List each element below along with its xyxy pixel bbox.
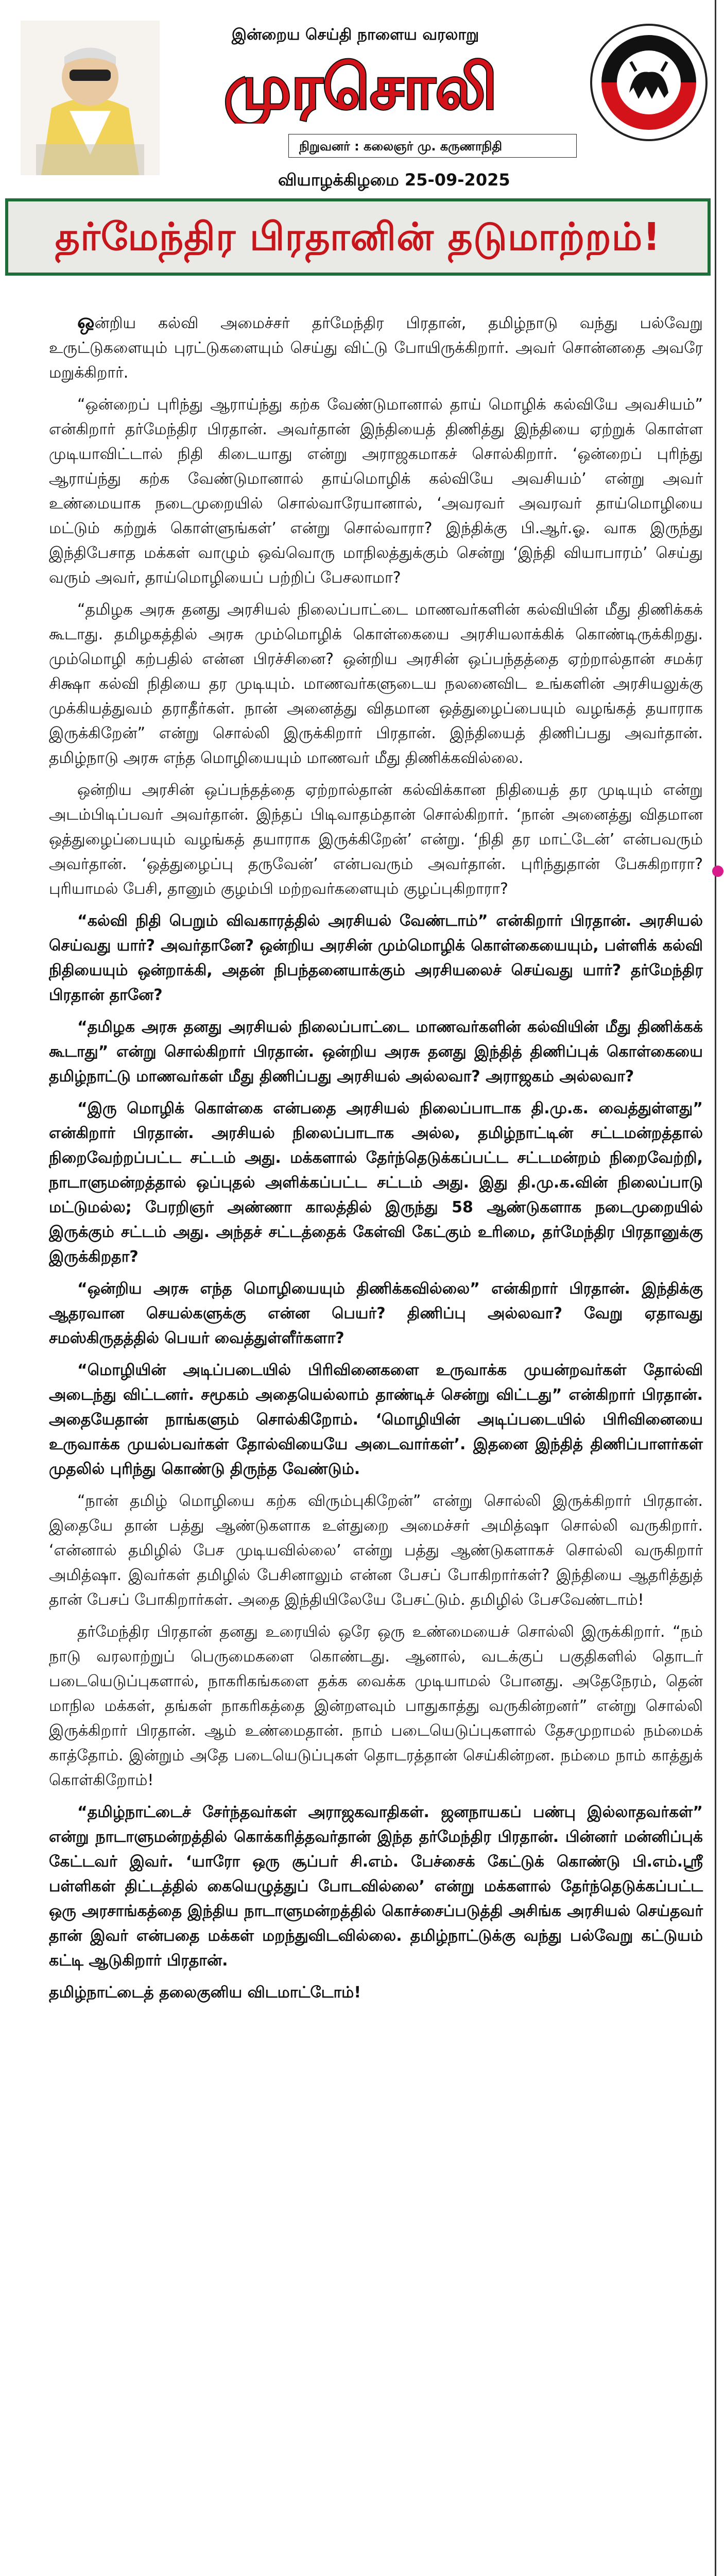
paragraph: ஒன்றிய கல்வி அமைச்சர் தர்மேந்திர பிரதான், தமிழ்நாடு வந்து பல்வேறு உருட்டுகளையும் புரட்டுகளையும் செய்து விட்டு போயிருக்கிறார். அவர் சொன்னதை அவரே மறுக்கிறார். <box>49 310 703 382</box>
tagline: இன்றைய செய்தி நாளைய வரலாறு <box>231 26 479 44</box>
paragraph: “நான் தமிழ் மொழியை கற்க விரும்புகிறேன்” என்று சொல்லி இருக்கிறார் பிரதான். இதையே தான் பத்து ஆண்டுகளாக உள்துறை அமைச்சர் அமித்ஷா சொல்லி வருகிறார். ‘என்னால் தமிழில் பேச முடியவில்லை’ என்று பத்து ஆண்டுகளாகச் சொல்லி வருகிறார் அமித்ஷா. இவர்கள் தமிழில் பேசினாலும் என்ன பேசப் போகிறார்கள்? இந்தியை ஆதரித்துத் தான் பேசப் போகிறார்கள். அதை இந்தியிலேயே பேசட்டும். தமிழில் பேசவேண்டாம்! <box>49 1492 703 1609</box>
masthead <box>21 10 711 190</box>
headline: தர்மேந்திர பிரதானின் தடுமாற்றம்! <box>55 215 661 259</box>
paragraph: தர்மேந்திர பிரதான் தனது உரையில் ஒரே ஒரு உண்மையைச் சொல்லி இருக்கிறார். “நம் நாடு வரலாற்றுப் பெருமைகளை கொண்டது. ஆனால், வடக்குப் பகுதிகளில் தொடர் படையெடுப்புகளால், நாகரிகங்களை தக்க வைக்க முடியாமல் போனது. அதேநேரம், தென் மாநில மக்கள், தங்கள் நாகரிகத்தை இன்றளவும் பாதுகாத்து வருகின்றனர்” என்று சொல்லி இருக்கிறார் பிரதான். ஆம் உண்மைதான். நாம் படையெடுப்புகளால் தேசமுறாமல் நம்மைக் காத்தோம். இன்றும் அதே படையெடுப்புகள் தொடரத்தான் செய்கின்றன. நம்மை நாம் காத்துக் கொள்கிறோம்! <box>49 1623 703 1789</box>
margin-dot <box>712 866 723 877</box>
founder-portrait-image <box>21 21 160 175</box>
paragraph: “இரு மொழிக் கொள்கை என்பதை அரசியல் நிலைப்பாடாக தி.மு.க. வைத்துள்ளது” என்கிறார் பிரதான். அரசியல் நிலைப்பாடாக அல்ல, தமிழ்நாட்டின் சட்டமன்றத்தால் நிறைவேற்றப்பட்ட சட்டம் அது. மக்களால் தேர்ந்தெடுக்கப்பட்ட சட்டமன்றம் நிறைவேற்றி, நாடாளுமன்றத்தால் ஒப்புதல் அளிக்கப்பட்ட சட்டம் அது. இது தி.மு.க.வின் நிலைப்பாடு மட்டுமல்ல; பேரறிஞர் அண்ணா காலத்தில் இருந்து 58 ஆண்டுகளாக நடைமுறையில் இருக்கும் சட்டம் அது. அந்தச் சட்டத்தைக் கேள்வி கேட்கும் உரிமை, தர்மேந்திர பிரதானுக்கு இருக்கிறதா? <box>49 1099 703 1266</box>
column-rule <box>715 0 716 2576</box>
svg-text:முரசொலி: முரசொலி <box>223 52 497 123</box>
editorial-article <box>49 309 703 2012</box>
party-emblem-icon <box>587 21 711 144</box>
paragraph: “மொழியின் அடிப்படையில் பிரிவினைகளை உருவாக்க முயன்றவர்கள் தோல்வி அடைந்து விட்டனர். சமூகம் அதையெல்லாம் தாண்டிச் சென்று விட்டது” என்கிறார் பிரதான். அதையேதான் நாங்களும் சொல்கிறோம். ‘மொழியின் அடிப்படையில் பிரிவினையை உருவாக்க முயல்பவர்கள் தோல்வியையே அடைவார்கள்’. இதனை இந்தித் திணிப்பாளர்கள் முதலில் புரிந்து கொண்டு திருந்த வேண்டும். <box>49 1361 703 1478</box>
headline-banner <box>5 198 711 276</box>
murasoli-logo <box>191 46 530 124</box>
paragraph: “கல்வி நிதி பெறும் விவகாரத்தில் அரசியல் வேண்டாம்” என்கிறார் பிரதான். அரசியல் செய்வது யார்? அவர்தானே? ஒன்றிய அரசின் மும்மொழிக் கொள்கையையும், பள்ளிக் கல்வி நிதியையும் ஒன்றாக்கி, அதன் நிபந்தனையாக்கும் அரசியலைச் செய்வது யார்? தர்மேந்திர பிரதான் தானே? <box>49 912 703 1004</box>
paragraph: “தமிழக அரசு தனது அரசியல் நிலைப்பாட்டை மாணவர்களின் கல்வியின் மீது திணிக்கக் கூடாது” என்று சொல்கிறார் பிரதான். ஒன்றிய அரசு தனது இந்தித் திணிப்புக் கொள்கையை தமிழ்நாட்டு மாணவர்கள் மீது திணிப்பது அரசியல் அல்லவா? அராஜகம் அல்லவா? <box>49 1018 703 1086</box>
issue-date: வியாழக்கிழமை 25-09-2025 <box>278 170 510 190</box>
paragraph: “தமிழக அரசு தனது அரசியல் நிலைப்பாட்டை மாணவர்களின் கல்வியின் மீது திணிக்கக் கூடாது. தமிழகத்தில் அரசு மும்மொழிக் கொள்கையை அரசியலாக்கிக் கொண்டிருக்கிறது. மும்மொழி கற்பதில் என்ன பிரச்சினை? ஒன்றிய அரசின் ஒப்பந்தத்தை ஏற்றால்தான் சமக்ர சிக்ஷா கல்வி நிதியை தர முடியும். மாணவர்களுடைய நலனைவிட உங்களின் அரசியலுக்கு முக்கியத்துவம் தராதீர்கள். நான் அனைத்து விதமான ஒத்துழைப்பையும் வழங்கத் தயாராக இருக்கிறேன்” என்று சொல்லி இருக்கிறார் பிரதான். இந்தியைத் திணிப்பது அவர்தான். தமிழ்நாடு அரசு எந்த மொழியையும் மாணவர் மீது திணிக்கவில்லை. <box>49 601 703 767</box>
paragraph: ஒன்றிய அரசின் ஒப்பந்தத்தை ஏற்றால்தான் கல்விக்கான நிதியைத் தர முடியும் என்று அடம்பிடிப்பவர் அவர்தான். இந்தப் பிடிவாதம்தான் சொல்கிறார். ‘நான் அனைத்து விதமான ஒத்துழைப்பையும் வழங்கத் தயாராக இருக்கிறேன்’ என்று. ‘நிதி தர மாட்டேன்’ என்பவரும் அவர்தான். ‘ஒத்துழைப்பு தருவேன்’ என்பவரும் அவர்தான். புரிந்துதான் பேசுகிறாரா? புரியாமல் பேசி, தானும் குழம்பி மற்றவர்களையும் குழப்புகிறாரா? <box>49 781 703 898</box>
paragraph: “ஒன்றைப் புரிந்து ஆராய்ந்து கற்க வேண்டுமானால் தாய் மொழிக் கல்வியே அவசியம்” என்கிறார் தர்மேந்திர பிரதான். அவர்தான் இந்தியைத் திணித்து இந்தியை ஏற்றுக் கொள்ள முடியாவிட்டால் நிதி கிடையாது என்று அராஜகமாகச் சொல்கிறார். ‘ஒன்றைப் புரிந்து ஆராய்ந்து கற்க வேண்டுமானால் தாய்மொழிக் கல்வியே அவசியம்’ என்று அவர் உண்மையாக நடைமுறையில் சொல்வாரேயானால், ‘அவரவர் அவரவர் தாய்மொழியை மட்டும் கற்றுக் கொள்ளுங்கள்’ என்று சொல்வாரா? இந்திக்கு பி.ஆர்.ஓ. வாக இருந்து இந்திபேசாத மக்கள் வாழும் ஒவ்வொரு மாநிலத்துக்கும் சென்று ‘இந்தி வியாபாரம்’ செய்து வரும் அவர், தாய்மொழியைப் பற்றிப் பேசலாமா? <box>49 396 703 587</box>
paragraph: “தமிழ்நாட்டைச் சேர்ந்தவர்கள் அராஜகவாதிகள். ஜனநாயகப் பண்பு இல்லாதவர்கள்” என்று நாடாளுமன்றத்தில் கொக்கரித்தவர்தான் இந்த தர்மேந்திர பிரதான். பின்னர் மன்னிப்புக் கேட்டவர் இவர். ‘யாரோ ஒரு சூப்பர் சி.எம். பேச்சைக் கேட்டுக் கொண்டு பி.எம்.ஸ்ரீ பள்ளிகள் திட்டத்தில் கையெழுத்துப் போடவில்லை’ என்று மக்களால் தேர்ந்தெடுக்கப்பட்ட ஒரு அரசாங்கத்தை இந்திய நாடாளுமன்றத்தில் கொச்சைப்படுத்தி அசிங்க அரசியல் செய்தவர் தான் இவர் என்பதை மக்கள் மறந்துவிடவில்லை. தமிழ்நாட்டுக்கு வந்து பல்வேறு கட்டுயம் கட்டி ஆடுகிறார் பிரதான். <box>49 1803 703 1970</box>
founder-label: நிறுவனர் : கலைஞர் மு. கருணாநிதி <box>288 134 577 158</box>
paragraph: “ஒன்றிய அரசு எந்த மொழியையும் திணிக்கவில்லை” என்கிறார் பிரதான். இந்திக்கு ஆதரவான செயல்களுக்கு என்ன பெயர்? திணிப்பு அல்லவா? வேறு ஏதாவது சமஸ்கிருதத்தில் பெயர் வைத்துள்ளீர்களா? <box>49 1280 703 1347</box>
closing-line: தமிழ்நாட்டைத் தலைகுனிய விடமாட்டோம்! <box>49 1984 361 2002</box>
